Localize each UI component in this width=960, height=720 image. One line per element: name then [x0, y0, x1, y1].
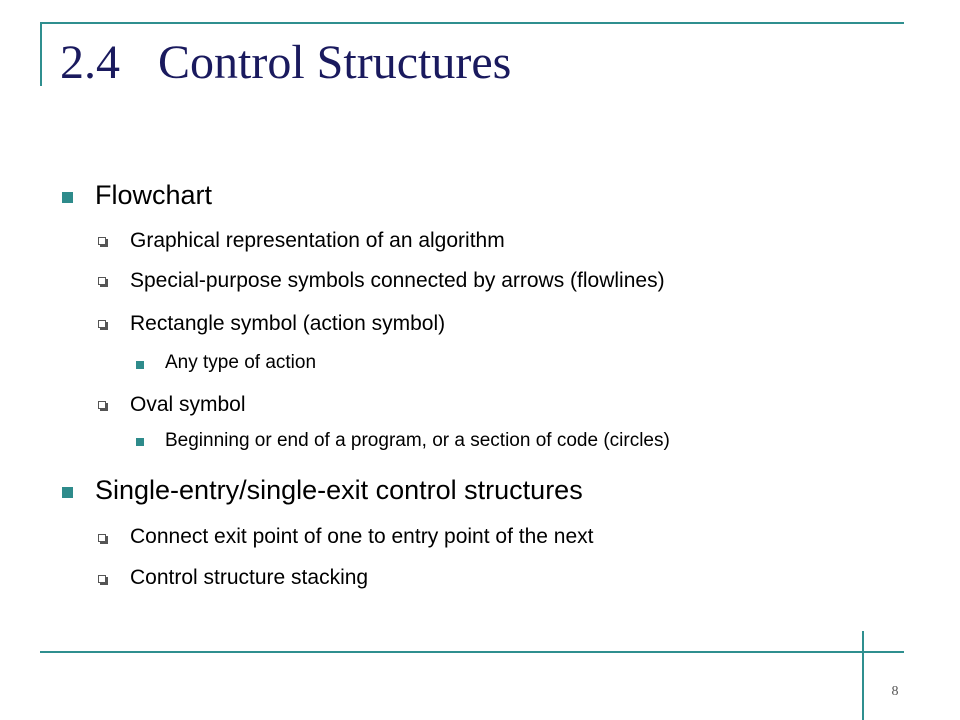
sub-bullet-oval-symbol: Oval symbol: [130, 393, 246, 416]
checkbox-bullet-icon: [98, 401, 106, 409]
bullet-flowchart: Flowchart: [95, 180, 213, 210]
sub-bullet-control-structure-stacking: Control structure stacking: [130, 566, 369, 589]
checkbox-bullet-icon: [98, 277, 106, 285]
checkbox-bullet-icon: [98, 237, 106, 245]
sub-sub-bullet-any-type-of-action: Any type of action: [165, 352, 317, 373]
title-text: Control Structures: [158, 36, 512, 89]
square-bullet-icon: [136, 361, 144, 369]
title-number: 2.4: [60, 36, 120, 89]
page-number: 8: [891, 684, 899, 699]
sub-bullet-rectangle-symbol: Rectangle symbol (action symbol): [130, 312, 446, 335]
square-bullet-icon: [136, 438, 144, 446]
square-bullet-icon: [62, 487, 73, 498]
checkbox-bullet-icon: [98, 575, 106, 583]
sub-bullet-special-purpose-symbols: Special-purpose symbols connected by arrows (flowlines): [130, 269, 665, 292]
checkbox-bullet-icon: [98, 320, 106, 328]
sub-bullet-graphical-representation: Graphical representation of an algorithm: [130, 229, 505, 252]
square-bullet-icon: [62, 192, 73, 203]
bullet-single-entry-single-exit: Single-entry/single-exit control structures: [95, 475, 583, 505]
sub-sub-bullet-beginning-or-end: Beginning or end of a program, or a section of code (circles): [165, 430, 670, 451]
sub-bullet-connect-exit-point: Connect exit point of one to entry point of the next: [130, 525, 594, 548]
checkbox-bullet-icon: [98, 534, 106, 542]
